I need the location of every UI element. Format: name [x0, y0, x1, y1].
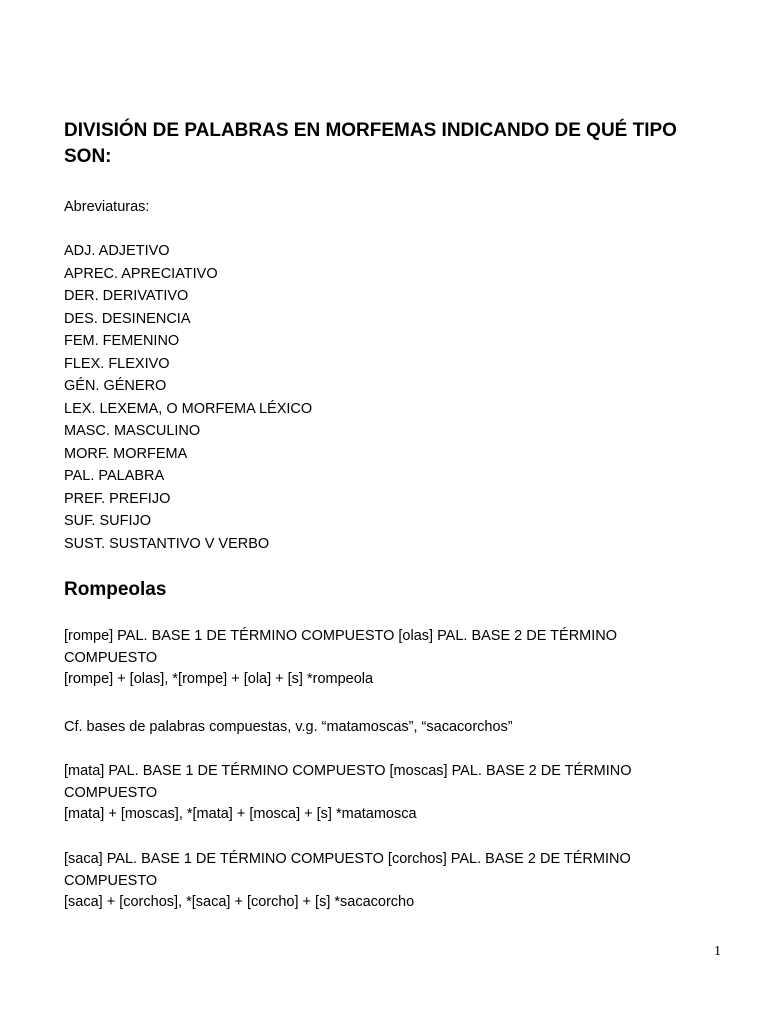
paragraph-line: [rompe] PAL. BASE 1 DE TÉRMINO COMPUESTO [olas] PAL. BASE 2 DE TÉRMINO COMPUESTO: [64, 628, 618, 666]
abbreviation-item: PREF. PREFIJO: [64, 490, 171, 507]
section-title: Rompeolas: [64, 579, 167, 600]
abbreviation-item: MORF. MORFEMA: [64, 445, 188, 462]
abbreviation-item: DER. DERIVATIVO: [64, 288, 189, 304]
paragraph-line: [saca] PAL. BASE 1 DE TÉRMINO COMPUESTO [corchos] PAL. BASE 2 DE TÉRMINO COMPUESTO: [64, 851, 631, 889]
abbreviation-item: GÉN. GÉNERO: [64, 378, 167, 394]
abbreviation-item: LEX. LEXEMA, O MORFEMA LÉXICO: [64, 400, 313, 417]
paragraph-line: [mata] + [moscas], *[mata] + [mosca] + [s] *matamosca: [64, 806, 417, 822]
abbreviations-heading: Abreviaturas:: [64, 199, 150, 215]
abbreviation-item: SUF. SUFIJO: [64, 513, 152, 529]
paragraph-line: [rompe] + [olas], *[rompe] + [ola] + [s] *rompeola: [64, 671, 374, 687]
abbreviation-item: PAL. PALABRA: [64, 468, 165, 484]
paragraph-cf: [64, 717, 704, 739]
paragraph-line: [saca] + [corchos], *[saca] + [corcho] + [s] *sacacorcho: [64, 894, 415, 910]
paragraph-line: Cf. bases de palabras compuestas, v.g. “matamoscas”, “sacacorchos”: [64, 719, 513, 735]
document-title: DIVISIÓN DE PALABRAS EN MORFEMAS INDICANDO DE QUÉ TIPO SON:: [64, 120, 677, 167]
abbreviation-item: ADJ. ADJETIVO: [64, 243, 170, 259]
page-number: 1: [714, 944, 721, 959]
abbreviation-item: MASC. MASCULINO: [64, 423, 201, 439]
paragraph-line: [mata] PAL. BASE 1 DE TÉRMINO COMPUESTO [moscas] PAL. BASE 2 DE TÉRMINO COMPUESTO: [64, 763, 632, 801]
abbreviation-item: DES. DESINENCIA: [64, 310, 191, 327]
abbreviation-item: SUST. SUSTANTIVO V VERBO: [64, 535, 270, 552]
paragraph-rompeolas: [64, 626, 704, 691]
abbreviation-item: FEM. FEMENINO: [64, 333, 180, 349]
paragraph-matamoscas: [64, 761, 704, 826]
paragraph-sacacorchos: [64, 849, 704, 914]
abbreviation-item: APREC. APRECIATIVO: [64, 265, 218, 282]
abbreviations-list: [64, 240, 312, 555]
abbreviation-item: FLEX. FLEXIVO: [64, 355, 170, 372]
